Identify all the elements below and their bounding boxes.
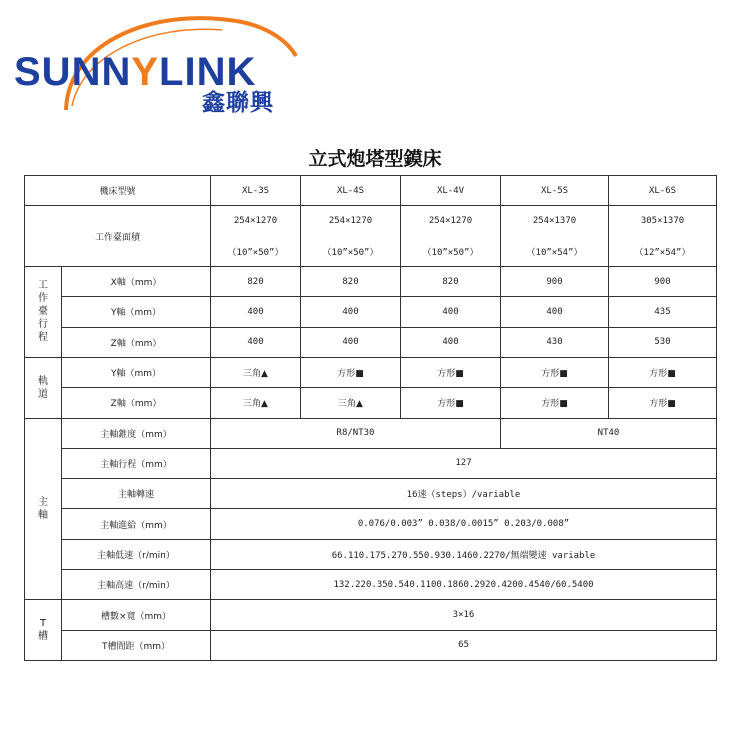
- cell-value: 400: [211, 297, 301, 327]
- row-label: 主軸進給（mm）: [62, 509, 211, 539]
- row-label: Y軸（mm）: [62, 297, 211, 327]
- table-inch-value: （10”×50”）: [301, 236, 401, 266]
- table-row-spindle-low: [25, 539, 717, 569]
- table-row-travel-x: [25, 266, 717, 296]
- table-row-spindle-stroke: [25, 448, 717, 478]
- cell-value: 400: [211, 327, 301, 357]
- cell-value: 16速（steps）/variable: [211, 479, 717, 509]
- model-name: XL-3S: [211, 176, 301, 206]
- spindle-group-label: 主 軸: [25, 418, 62, 600]
- row-label: T槽間距（mm）: [62, 630, 211, 660]
- table-row-spindle-speed: [25, 479, 717, 509]
- table-inch-value: （12”×54”）: [609, 236, 717, 266]
- cell-value: 400: [301, 327, 401, 357]
- table-row-travel-z: [25, 327, 717, 357]
- row-label: Z軸（mm）: [62, 388, 211, 418]
- row-label: X軸（mm）: [62, 266, 211, 296]
- cell-value: NT40: [501, 418, 717, 448]
- table-inch-value: （10”×54”）: [501, 236, 609, 266]
- cell-value: 127: [211, 448, 717, 478]
- cell-value: 66.110.175.270.550.930.1460.2270/無端變速 variable: [211, 539, 717, 569]
- table-row-travel-y: [25, 297, 717, 327]
- cell-value: 400: [501, 297, 609, 327]
- travel-group-label: 工 作 臺 行 程: [25, 266, 62, 357]
- cell-value: 三角▲: [211, 357, 301, 387]
- cell-value: 方形■: [501, 388, 609, 418]
- table-size-value: 254×1270: [301, 206, 401, 236]
- row-label: 主軸轉速: [62, 479, 211, 509]
- page-title: 立式炮塔型鏌床: [308, 148, 442, 170]
- cell-value: 820: [301, 266, 401, 296]
- table-inch-value: （10”×50”）: [211, 236, 301, 266]
- cell-value: 65: [211, 630, 717, 660]
- cell-value: 400: [401, 297, 501, 327]
- cell-value: 900: [501, 266, 609, 296]
- table-row-rail-z: [25, 388, 717, 418]
- cell-value: 430: [501, 327, 609, 357]
- table-size-value: 254×1270: [211, 206, 301, 236]
- sunnylink-logo: [8, 6, 308, 118]
- tslot-group-label: T 槽: [25, 600, 62, 661]
- table-row-spindle-high: [25, 570, 717, 600]
- row-label: 主軸錐度（mm）: [62, 418, 211, 448]
- cell-value: 3×16: [211, 600, 717, 630]
- table-inch-value: （10”×50”）: [401, 236, 501, 266]
- table-row-spindle-taper: [25, 418, 717, 448]
- cell-value: 132.220.350.540.1100.1860.2920.4200.4540/60.5400: [211, 570, 717, 600]
- table-row-spindle-feed: [25, 509, 717, 539]
- model-name: XL-4S: [301, 176, 401, 206]
- table-row-tslot-pitch: [25, 630, 717, 660]
- table-row-table-size: [25, 206, 717, 236]
- cell-value: 530: [609, 327, 717, 357]
- table-row-tslot-count: [25, 600, 717, 630]
- spec-table: [24, 175, 717, 661]
- cell-value: 方形■: [609, 388, 717, 418]
- table-size-value: 305×1370: [609, 206, 717, 236]
- cell-value: 900: [609, 266, 717, 296]
- model-label: 機床型號: [25, 176, 211, 206]
- table-area-label: 工作臺面積: [25, 206, 211, 267]
- cell-value: 方形■: [401, 357, 501, 387]
- row-label: 主軸行程（mm）: [62, 448, 211, 478]
- table-size-value: 254×1270: [401, 206, 501, 236]
- table-row-header: [25, 176, 717, 206]
- cell-value: 方形■: [501, 357, 609, 387]
- row-label: 槽數×寬（mm）: [62, 600, 211, 630]
- row-label: 主軸低速（r/min）: [62, 539, 211, 569]
- brand-name: SUNNYLINK: [14, 50, 257, 94]
- brand-chinese-name: 鑫聯興: [202, 90, 274, 116]
- table-size-value: 254×1370: [501, 206, 609, 236]
- model-name: XL-4V: [401, 176, 501, 206]
- cell-value: 方形■: [609, 357, 717, 387]
- cell-value: 方形■: [401, 388, 501, 418]
- cell-value: 0.076/0.003” 0.038/0.0015” 0.203/0.008”: [211, 509, 717, 539]
- cell-value: 400: [401, 327, 501, 357]
- cell-value: R8/NT30: [211, 418, 501, 448]
- model-name: XL-6S: [609, 176, 717, 206]
- cell-value: 435: [609, 297, 717, 327]
- cell-value: 三角▲: [301, 388, 401, 418]
- rails-group-label: 軌 道: [25, 357, 62, 418]
- row-label: 主軸高速（r/min）: [62, 570, 211, 600]
- row-label: Z軸（mm）: [62, 327, 211, 357]
- cell-value: 820: [211, 266, 301, 296]
- table-row-rail-y: [25, 357, 717, 387]
- cell-value: 方形■: [301, 357, 401, 387]
- cell-value: 820: [401, 266, 501, 296]
- cell-value: 三角▲: [211, 388, 301, 418]
- row-label: Y軸（mm）: [62, 357, 211, 387]
- model-name: XL-5S: [501, 176, 609, 206]
- cell-value: 400: [301, 297, 401, 327]
